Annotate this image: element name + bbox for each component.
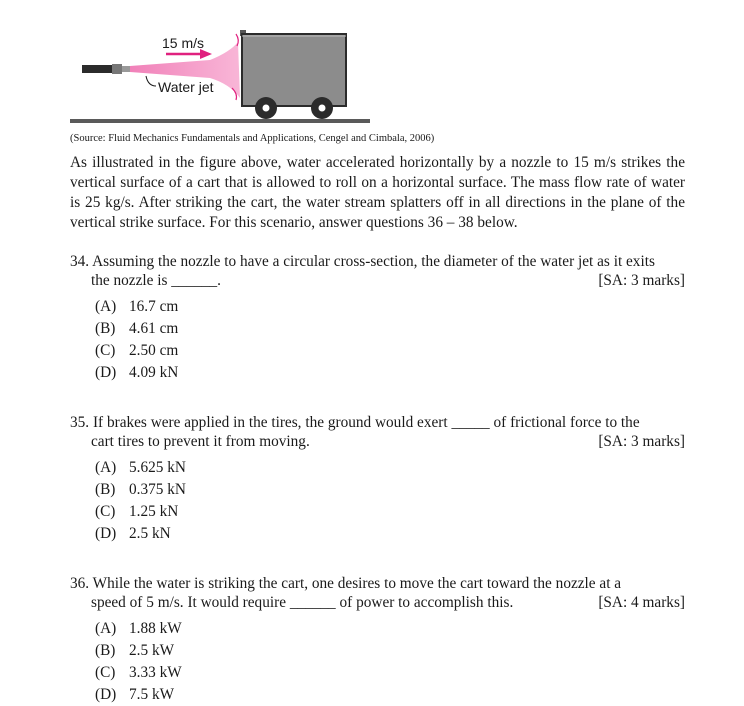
nozzle [82,64,130,74]
marks: [SA: 4 marks] [598,594,685,611]
question-text: 36. While the water is striking the cart, one desires to move the cart toward the nozzle at a [70,575,622,592]
ground [70,119,370,123]
cart-water-jet-figure [70,20,370,135]
question-text: 35. If brakes were applied in the tires, the ground would exert _____ of frictional force to the [70,414,640,431]
option: (D) 2.5 kN [95,525,171,542]
option: (C) 3.33 kW [95,664,182,681]
question-35 [70,413,685,545]
marks: [SA: 3 marks] [598,433,685,450]
option: (B) 2.5 kW [95,642,175,659]
marks: [SA: 3 marks] [598,272,685,289]
question-text-cont: speed of 5 m/s. It would require ______ of power to accomplish this. [91,594,514,611]
option: (B) 4.61 cm [95,320,179,337]
question-text: 34. Assuming the nozzle to have a circular cross-section, the diameter of the water jet as it exits [70,253,655,270]
cart [240,30,346,106]
option: (C) 2.50 cm [95,342,179,359]
question-34 [70,252,685,384]
question-36 [70,574,685,706]
jet-label: Water jet [158,79,214,95]
figure-source: (Source: Fluid Mechanics Fundamentals and Applications, Cengel and Cimbala, 2006) [70,133,435,144]
option: (A) 5.625 kN [95,459,186,476]
option: (B) 0.375 kN [95,481,186,498]
cart-wheel-right [311,97,333,119]
question-text-cont: cart tires to prevent it from moving. [91,433,310,450]
option: (C) 1.25 kN [95,503,179,520]
jet-label-leader [146,76,156,86]
intro-paragraph: As illustrated in the figure above, water accelerated horizontally by a nozzle to 15 m/s strikes the vertical surface of a cart that is allowed to roll on a horizontal surface. The mass flow rate of water is 25 kg/s. After striking the cart, the water stream splatters off in all directions in the plane of the vertical strike surface. For this scenario, answer questions 36 – 38 below. [70,154,685,231]
speed-label: 15 m/s [162,35,205,51]
option: (D) 4.09 kN [95,364,179,381]
option: (A) 1.88 kW [95,620,182,637]
option: (A) 16.7 cm [95,298,179,315]
cart-wheel-left [255,97,277,119]
option: (D) 7.5 kW [95,686,175,703]
question-text-cont: the nozzle is ______. [91,272,221,289]
